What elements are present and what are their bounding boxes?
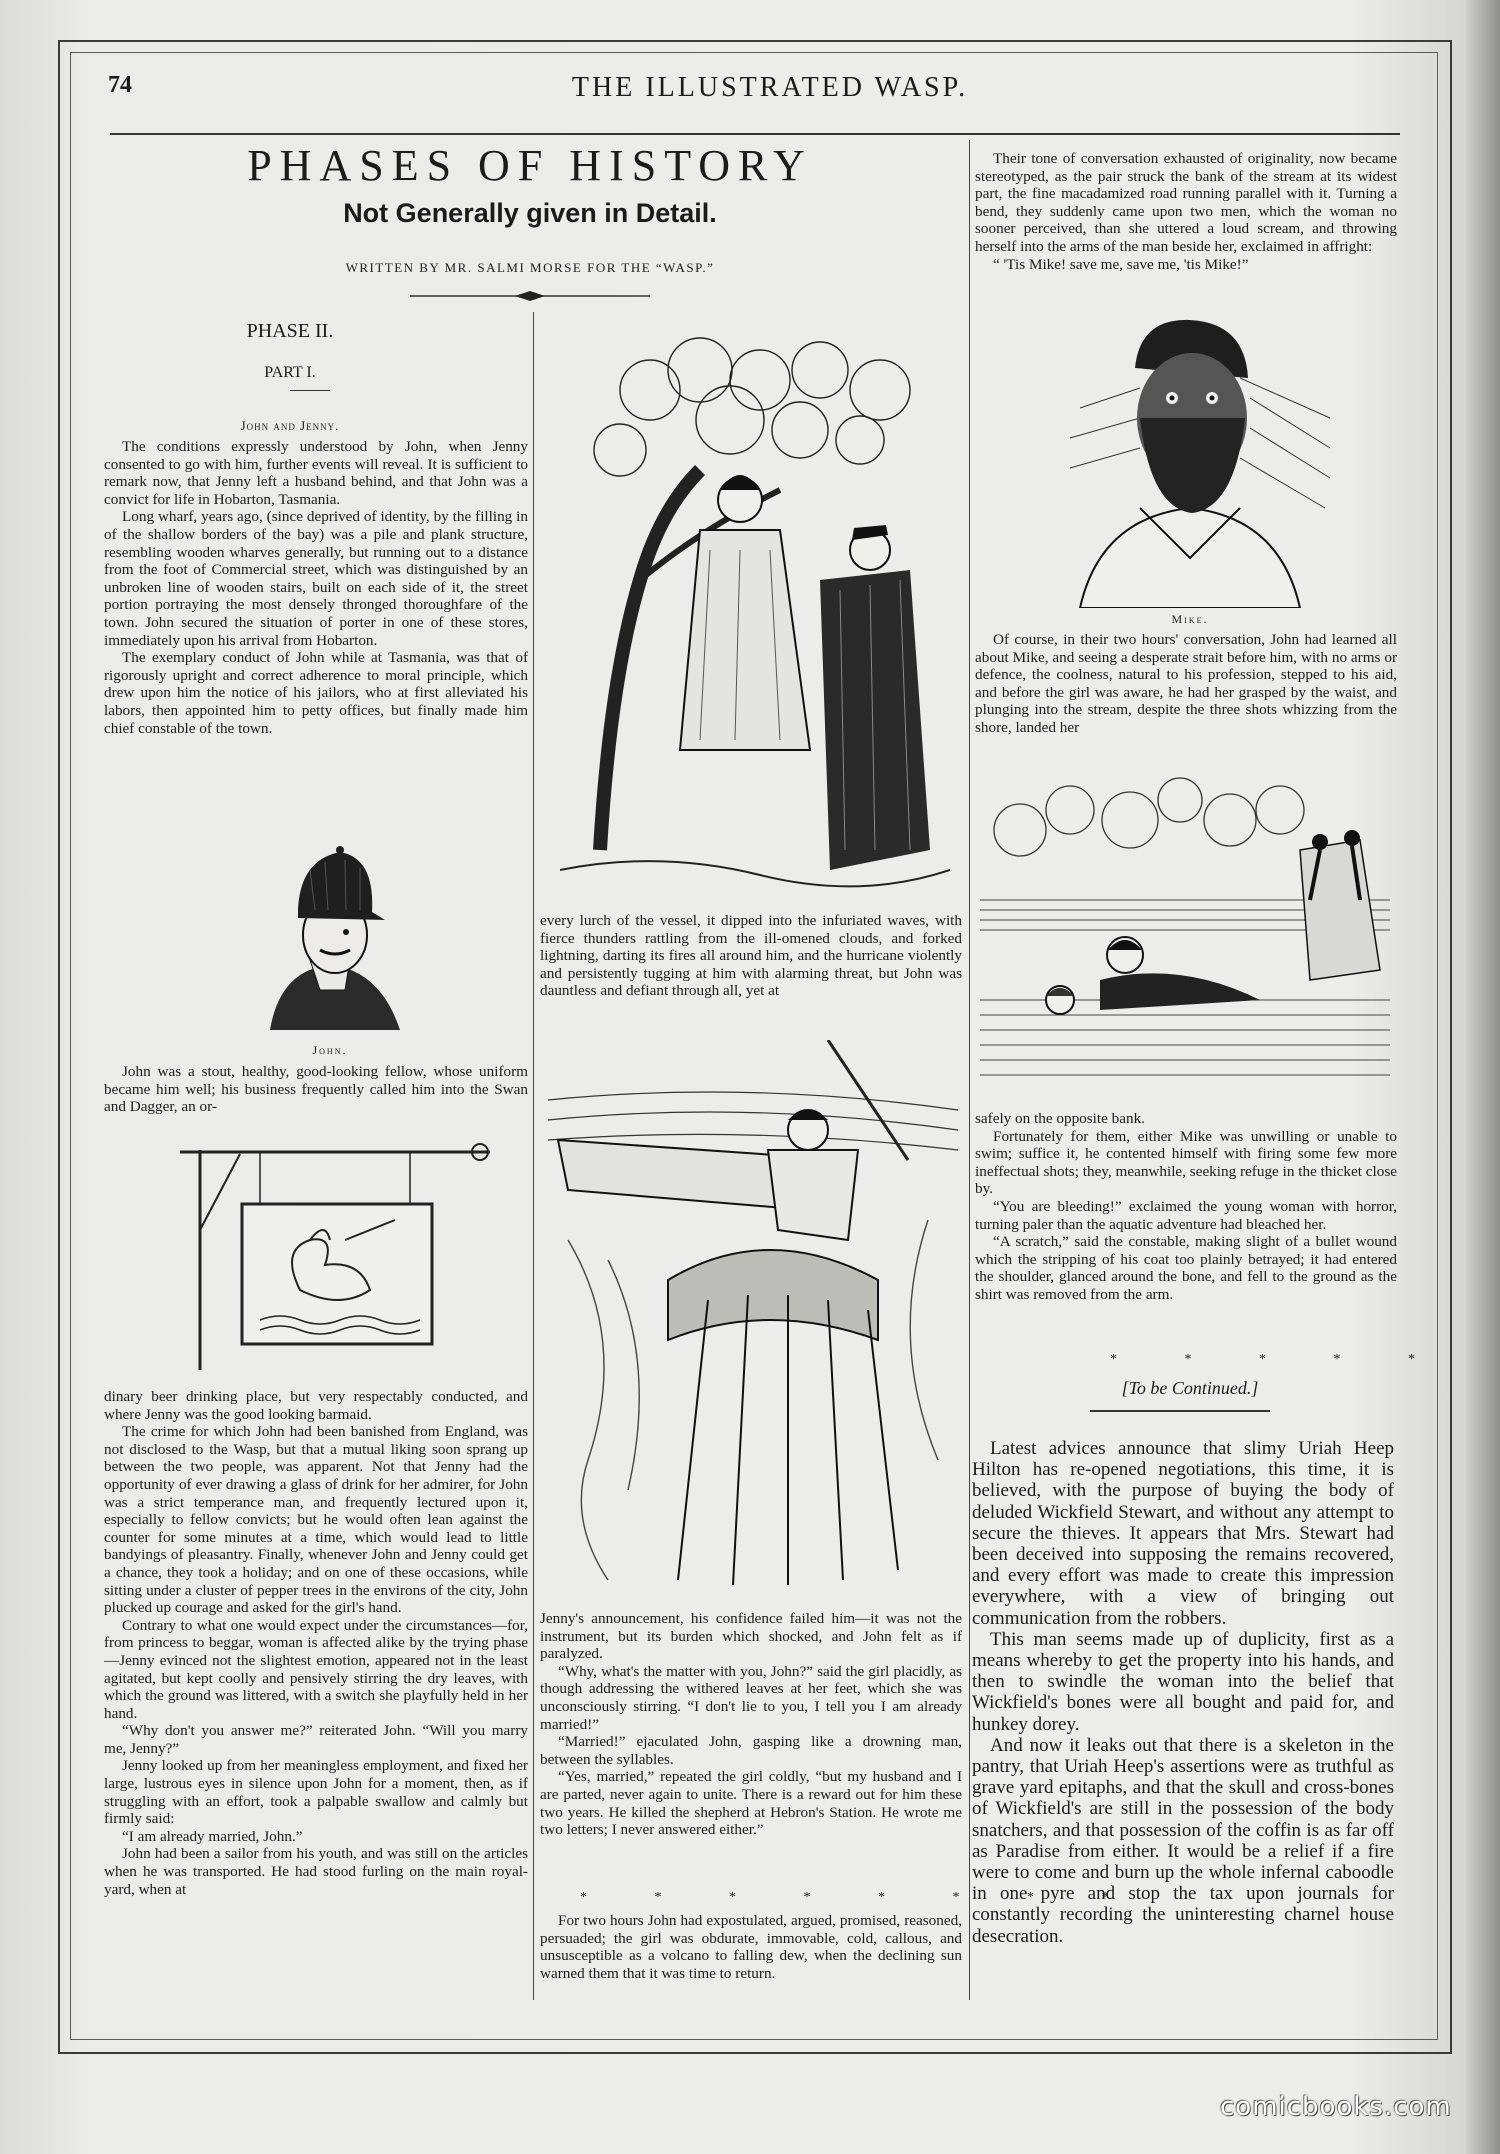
paragraph: Contrary to what one would expect under the circumstances—for, from princess to beggar, woman is affected alike by the trying phase—Jenny evinced not the slightest emotion, appeared not in the least agitated, but kept coolly and pensively stirring the dry leaves, with which the ground was littered, with a switch she playfully held in her hand. bbox=[104, 1616, 528, 1722]
paragraph: Jenny looked up from her meaningless employment, and fixed her large, lustrous eyes in silence upon John for a moment, then, as if struggling with an effort, took a palpable swallow and calmly but firmly said: bbox=[104, 1757, 528, 1828]
john-portrait-illustration bbox=[250, 840, 420, 1040]
paragraph: “You are bleeding!” exclaimed the young woman with horror, turning paler than the aquatic adventure had bleached her. bbox=[975, 1197, 1397, 1233]
sailor-on-yard-illustration bbox=[548, 1040, 958, 1600]
paragraph: “Married!” ejaculated John, gasping like a drowning man, between the syllables. bbox=[540, 1733, 962, 1768]
column-3-paragraph-item bbox=[972, 1438, 1394, 2004]
column-divider-2 bbox=[969, 140, 970, 2000]
column-3-top bbox=[975, 150, 1397, 308]
page-number: 74 bbox=[108, 72, 132, 98]
swan-and-dagger-sign-illustration bbox=[160, 1140, 500, 1380]
column-3-mid bbox=[975, 631, 1397, 759]
part-heading: PART I. bbox=[264, 364, 316, 381]
column-divider-1 bbox=[533, 312, 534, 2000]
masthead: THE ILLUSTRATED WASP. bbox=[571, 72, 969, 103]
paragraph: dinary beer drinking place, but very respectably conducted, and where Jenny was the good looking barmaid. bbox=[104, 1388, 528, 1423]
paragraph: For two hours John had expostulated, argued, promised, reasoned, persuaded; the girl was obdurate, immovable, cold, callous, and unsusceptible as a volcano to falling dew, when the declining sun warned them that it was time to return. bbox=[540, 1912, 962, 1982]
column-3-after bbox=[975, 1110, 1397, 1350]
continued-rule bbox=[1090, 1410, 1270, 1412]
paragraph: every lurch of the vessel, it dipped into the infuriated waves, with fierce thunders rattling from the ill-omened clouds, and forked lightning, darting its fires all around him, and the hurricane violently and persistently tugging at him with alarming threat, but John was dauntless and defiant through all, yet at bbox=[540, 912, 962, 1000]
article-byline: WRITTEN BY MR. SALMI MORSE FOR THE “WASP.” bbox=[345, 260, 715, 275]
watermark: comicbooks.com bbox=[1220, 2092, 1452, 2122]
column-2-bottom bbox=[540, 1610, 962, 1880]
paragraph: Their tone of conversation exhausted of originality, now became stereotyped, as the pair struck the bank of the stream at its widest part, the fine macadamized road running parallel with it. Turning a bend, they suddenly came upon two men, which the woman no sooner perceived, than she uttered a loud scream, and throwing herself into the arms of the man beside her, exclaimed in affright: bbox=[975, 150, 1397, 255]
phase-heading: PHASE II. bbox=[246, 320, 334, 342]
ornament-rule bbox=[410, 290, 650, 302]
to-be-continued: [To be Continued.] bbox=[1121, 1378, 1259, 1398]
paragraph: John had been a sailor from his youth, and was still on the articles when he was transported. He had stood furling on the main royal-yard, when at bbox=[104, 1845, 528, 1898]
column-2-mid bbox=[540, 912, 962, 1024]
paragraph: Jenny's announcement, his confidence failed him—it was not the instrument, but its burden which shocked, and John felt as if paralyzed. bbox=[540, 1610, 962, 1663]
article-title: PHASES OF HISTORY bbox=[247, 141, 813, 190]
paragraph: This man seems made up of duplicity, first as a means whereby to get the property into his hands, and then to swindle the woman into the belief that Wickfield's bones were all bought and paid for, and hunkey dorey. bbox=[972, 1628, 1394, 1735]
section-title: John and Jenny. bbox=[240, 418, 340, 433]
paragraph: Of course, in their two hours' conversation, John had learned all about Mike, and seeing a desperate strait before him, with no arms or defence, the coolness, natural to his profession, stepped to his aid, and before the girl was aware, he had her grasped by the waist, and plunging into the stream, despite the three shots whizzing from the shore, landed her bbox=[975, 631, 1397, 736]
header-rule bbox=[110, 133, 1400, 135]
part-rule bbox=[290, 390, 330, 391]
paragraph: “A scratch,” said the constable, making slight of a bullet wound which the stripping of his coat too plainly betrayed; it had entered the shoulder, glanced around the bone, and fell to the ground as the shirt was removed from the arm. bbox=[975, 1233, 1397, 1303]
john-and-jenny-tree-illustration bbox=[560, 330, 950, 890]
paragraph: The exemplary conduct of John while at Tasmania, was that of rigorously upright and correct adherence to moral principle, which drew upon him the notice of his jailors, who at first alleviated his labors, then appointed him to petty offices, but finally made him chief constable of the town. bbox=[104, 649, 528, 737]
paragraph: Fortunately for them, either Mike was unwilling or unable to swim; suffice it, he contented himself with firing some few more ineffectual shots; they, meanwhile, seeking refuge in the thicket close by. bbox=[975, 1127, 1397, 1198]
paragraph: The crime for which John had been banished from England, was not disclosed to the Wasp, but that a mutual liking soon sprang up between the two people, was apparent. Not that Jenny had the opportunity of ever drawing a glass of drink for her admirer, for John was a strict temperance man, and frequently lectured upon it, especially to fellow convicts; but he would often lean against the counter for some minutes at a time, which would lead to little bandyings of pleasantry. Finally, whenever John and Jenny could get a chance, they took a holiday; and on one of these occasions, while sitting under a cluster of pepper trees in the environs of the city, John plucked up courage and asked for the girl's hand. bbox=[104, 1423, 528, 1617]
paragraph: “Why don't you answer me?” reiterated John. “Will you marry me, Jenny?” bbox=[104, 1722, 528, 1757]
paragraph: Long wharf, years ago, (since deprived of identity, by the filling in of the shallow borders of the bay) was a pile and plank structure, resembling wooden wharves generally, but running out to a distance from the foot of Commercial street, which was distinguished by an unbroken line of wooden stairs, built on each side of it, the street portion portraying the most densely thronged thoroughfare of the town. John secured the situation of porter in one of these stores, immediately upon his arrival from Hobarton. bbox=[104, 508, 528, 649]
paragraph: Latest advices announce that slimy Uriah Heep Hilton has re-opened negotiations, this time, it is believed, with the purpose of buying the body of deluded Wickfield Stewart, and without any attempt to secure the thieves. It appears that Mrs. Stewart had been deceived into supposing the remains recovered, and every effort was made to create this impression everywhere, with a view of bringing out communication from the robbers. bbox=[972, 1438, 1394, 1629]
caption-mike: Mike. bbox=[1171, 612, 1209, 626]
paragraph: John was a stout, healthy, good-looking fellow, whose uniform became him well; his business frequently called him into the Swan and Dagger, an or- bbox=[104, 1063, 528, 1116]
river-rescue-illustration bbox=[980, 770, 1390, 1090]
mike-portrait-illustration bbox=[1040, 318, 1340, 608]
column-2-end bbox=[540, 1912, 962, 2002]
caption-john: John. bbox=[312, 1043, 348, 1057]
binding-edge bbox=[1466, 0, 1500, 2154]
paragraph: safely on the opposite bank. bbox=[975, 1110, 1145, 1127]
section-dots: * * * * * * * * bbox=[580, 1890, 1141, 1905]
article-subtitle: Not Generally given in Detail. bbox=[343, 198, 717, 228]
paragraph: “I am already married, John.” bbox=[122, 1827, 303, 1845]
column-1-top bbox=[104, 438, 528, 826]
paragraph: “Why, what's the matter with you, John?” said the girl placidly, as though addressing the withered leaves at her feet, which she was unconsciously stirring. “I don't lie to you, I tell you I am already married!” bbox=[540, 1662, 962, 1733]
paragraph: “ 'Tis Mike! save me, save me, 'tis Mike!” bbox=[993, 255, 1249, 273]
paragraph: “Yes, married,” repeated the girl coldly, “but my husband and I are parted, never again to unite. There is a reward out for him these two years. He killed the shepherd at Hebron's Station. He wrote me two letters; I never answered either.” bbox=[540, 1768, 962, 1839]
column-1-mid bbox=[104, 1063, 528, 1119]
column-1-bottom bbox=[104, 1388, 528, 1998]
paragraph: The conditions expressly understood by John, when Jenny consented to go with him, further events will reveal. It is sufficient to remark now, that Jenny left a husband behind, and that John was a convict for life in Hobarton, Tasmania. bbox=[104, 438, 528, 508]
paragraph: And now it leaks out that there is a skeleton in the pantry, that Uriah Heep's assertions were as truthful as grave yard epitaphs, and that the skull and cross-bones of Wickfield's are still in the possession of the body snatchers, and that possession of the coffin is as far off as Paradise from either. It would be a relief if a fire were to come and burn up the whole infernal caboodle in one pyre and stop the tax upon journals for constantly recording the uninteresting charnel house desecration. bbox=[972, 1734, 1394, 1947]
section-dots-col3: * * * * * bbox=[1110, 1352, 1447, 1367]
